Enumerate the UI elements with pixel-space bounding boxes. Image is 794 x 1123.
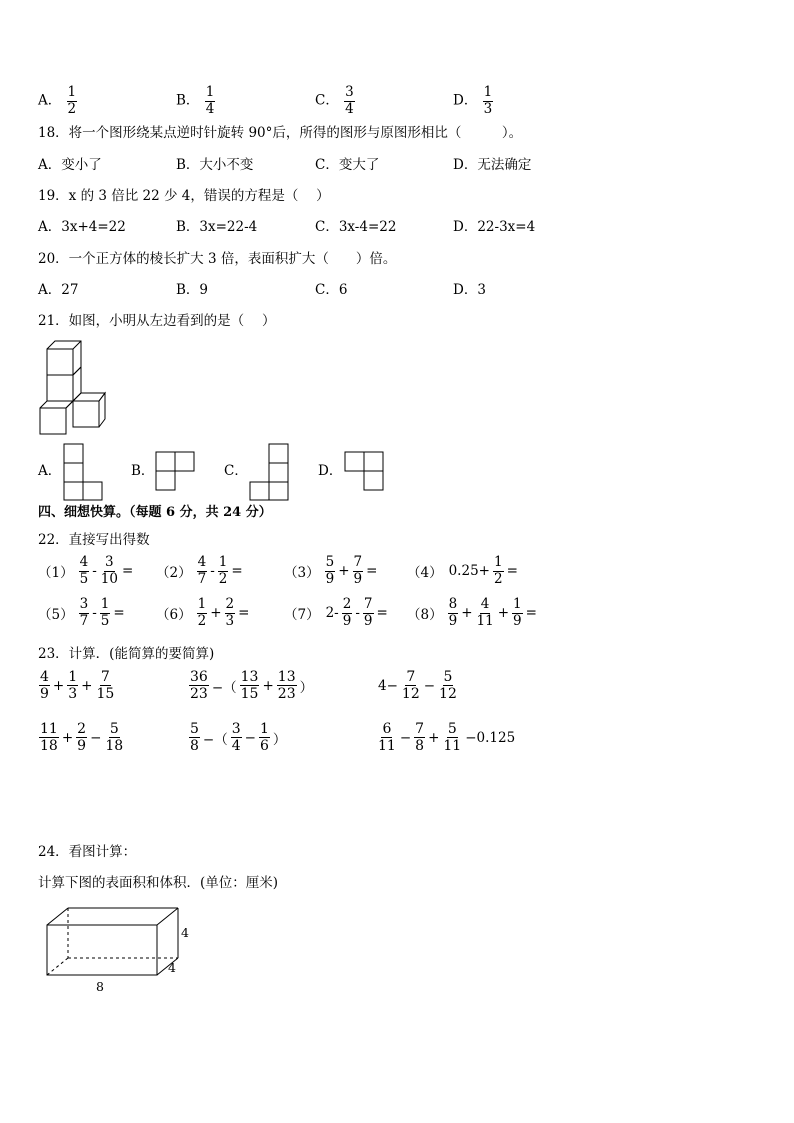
option-label: B． [176, 92, 200, 109]
operator: + [428, 729, 440, 746]
item-index: （8） [407, 607, 443, 623]
fraction [448, 598, 459, 628]
denominator: 3 [225, 612, 235, 629]
denominator: 5 [100, 612, 110, 629]
denominator: 15 [96, 686, 115, 702]
operator: = [366, 563, 378, 579]
denominator: 9 [40, 686, 49, 702]
fraction [512, 598, 523, 628]
denominator: 9 [363, 612, 373, 629]
option-label: A． [38, 92, 62, 109]
denominator: 9 [342, 612, 352, 629]
numerator: 36 [190, 669, 208, 685]
fraction [476, 598, 495, 628]
fraction [39, 722, 59, 753]
denominator: 2 [493, 570, 503, 587]
numerator: 7 [415, 721, 425, 737]
numerator: 11 [40, 721, 58, 737]
q21-option-b-label: B． [131, 463, 155, 479]
operator: - [92, 605, 97, 621]
numerator: 6 [382, 721, 392, 737]
cube-stack-figure [38, 340, 110, 436]
operator: + [81, 677, 93, 694]
numerator: 7 [406, 669, 416, 685]
operator: −0.125 [465, 729, 516, 746]
q19-option-a: A．3x+4=22 [38, 219, 126, 235]
q21-option-b-view [155, 451, 197, 491]
q18-option-a: A．变小了 [38, 157, 102, 173]
operator: −（ [202, 731, 228, 748]
fraction [39, 670, 50, 701]
denominator: 12 [439, 686, 457, 702]
q23-item [188, 722, 288, 753]
q23-item [38, 722, 125, 753]
denominator: 2 [197, 612, 207, 629]
fraction [377, 722, 397, 753]
denominator: 4 [345, 100, 354, 117]
operator: 0.25+ [448, 563, 490, 579]
numerator: 4 [480, 596, 490, 612]
operator: − [244, 729, 256, 746]
denominator: 9 [448, 612, 458, 629]
cuboid-figure [44, 905, 204, 995]
operator: + [461, 605, 473, 621]
denominator: 6 [259, 738, 269, 754]
q19-option-d: D．22-3x=4 [453, 219, 536, 235]
numerator: 7 [363, 596, 373, 612]
q19-stem: 19．x 的 3 倍比 22 少 4，错误的方程是（ ） [38, 188, 330, 204]
q23-item [38, 670, 116, 701]
numerator: 1 [205, 84, 215, 100]
numerator: 8 [448, 596, 458, 612]
q22-item [38, 556, 135, 586]
fraction [325, 556, 336, 586]
numerator: 7 [100, 669, 110, 685]
fraction [353, 556, 364, 586]
q21-stem: 21．如图，小明从左边看到的是（ ） [38, 313, 276, 329]
q20-option-b: B．9 [176, 282, 209, 298]
option-label: C． [315, 92, 339, 109]
numerator: 1 [483, 84, 493, 100]
q18-stem: 18．将一个图形绕某点逆时针旋转 90°后，所得的图形与原图形相比（ ）。 [38, 125, 523, 141]
numerator: 5 [325, 554, 335, 570]
operator: ） [299, 679, 314, 696]
length-label: 8 [96, 979, 104, 994]
denominator: 4 [205, 100, 215, 117]
q21-option-c-label: C． [224, 463, 248, 479]
fraction [189, 722, 200, 753]
operator: + [338, 563, 350, 579]
operator: −（ [211, 679, 237, 696]
denominator: 8 [190, 738, 199, 754]
item-index: （1） [38, 565, 74, 581]
q21-option-a-label: A． [38, 463, 62, 479]
fraction [259, 722, 270, 753]
q20-option-d: D．3 [453, 282, 486, 298]
q17-option-b [176, 86, 216, 116]
fraction [401, 670, 421, 701]
q23-item [376, 722, 517, 753]
denominator: 9 [513, 612, 522, 629]
q22-item [284, 598, 390, 628]
fraction [442, 722, 462, 753]
item-index: （3） [284, 565, 320, 581]
q22-item [156, 598, 251, 628]
item-index: （2） [156, 565, 192, 581]
denominator: 7 [197, 570, 207, 587]
numerator: 2 [342, 596, 352, 612]
operator: + [262, 677, 274, 694]
numerator: 5 [109, 721, 119, 737]
q23-item [188, 670, 315, 701]
option-label: D． [453, 92, 478, 109]
numerator: 1 [259, 721, 269, 737]
numerator: 5 [447, 721, 457, 737]
numerator: 2 [225, 596, 235, 612]
fraction [67, 670, 78, 701]
denominator: 23 [277, 686, 296, 702]
numerator: 1 [100, 596, 110, 612]
item-index: （5） [38, 607, 74, 623]
numerator: 13 [277, 669, 296, 685]
q21-option-c-view [249, 443, 291, 501]
q20-stem: 20．一个正方体的棱长扩大 3 倍，表面积扩大（ ）倍。 [38, 251, 397, 267]
denominator: 12 [401, 686, 420, 702]
numerator: 3 [105, 554, 114, 570]
operator: = [376, 605, 388, 621]
operator: = [525, 605, 537, 621]
numerator: 1 [197, 596, 207, 612]
operator: - [355, 605, 360, 621]
fraction [189, 670, 209, 701]
q18-option-b: B．大小不变 [176, 157, 254, 173]
denominator: 3 [483, 100, 493, 117]
fraction [100, 556, 119, 586]
height-label: 4 [181, 925, 189, 940]
numerator: 7 [353, 554, 363, 570]
operator: 4− [378, 677, 398, 694]
fraction [225, 598, 236, 628]
numerator: 5 [190, 721, 199, 737]
denominator: 5 [79, 570, 89, 587]
denominator: 9 [353, 570, 363, 587]
denominator: 18 [40, 738, 58, 754]
q23-item [376, 670, 459, 701]
operator: − [423, 677, 436, 694]
q18-option-c: C．变大了 [315, 157, 380, 173]
width-label: 4 [168, 960, 176, 975]
fraction [240, 670, 260, 701]
numerator: 1 [67, 84, 77, 100]
numerator: 1 [218, 554, 228, 570]
operator: + [497, 605, 509, 621]
denominator: 11 [476, 612, 494, 629]
operator: = [121, 563, 134, 579]
q21-option-a-view [63, 443, 105, 501]
denominator: 4 [231, 738, 241, 754]
numerator: 3 [231, 721, 241, 737]
operator: = [113, 605, 125, 621]
denominator: 9 [325, 570, 335, 587]
operator: − [90, 729, 102, 746]
operator: 2- [325, 605, 339, 621]
q19-option-b: B．3x=22-4 [176, 219, 258, 235]
numerator: 4 [79, 554, 89, 570]
fraction [100, 598, 111, 628]
numerator: 2 [77, 721, 87, 737]
denominator: 11 [443, 738, 462, 754]
numerator: 13 [240, 669, 259, 685]
fraction [79, 556, 90, 586]
denominator: 2 [218, 570, 228, 587]
numerator: 1 [493, 554, 503, 570]
fraction [104, 722, 124, 753]
fraction [277, 670, 297, 701]
item-index: （6） [156, 607, 192, 623]
q20-option-a: A．27 [38, 282, 79, 298]
operator: = [506, 563, 518, 579]
denominator: 18 [105, 738, 124, 754]
q22-item [156, 556, 245, 586]
operator: ） [272, 731, 287, 748]
q21-option-d-view [344, 451, 386, 491]
numerator: 1 [68, 669, 78, 685]
q22-item [284, 556, 379, 586]
denominator: 9 [77, 738, 87, 754]
fraction [197, 556, 208, 586]
denominator: 23 [190, 686, 208, 702]
operator: − [399, 729, 412, 746]
fraction [438, 670, 458, 701]
fraction [493, 556, 504, 586]
q22-item [38, 598, 127, 628]
fraction [231, 722, 242, 753]
q19-option-c: C．3x-4=22 [315, 219, 397, 235]
q17-option-a [38, 86, 78, 116]
fraction [197, 598, 208, 628]
denominator: 3 [68, 686, 78, 702]
fraction [76, 722, 87, 753]
q22-item [407, 598, 539, 628]
operator: + [210, 605, 222, 621]
denominator: 2 [67, 100, 77, 117]
fraction [363, 598, 374, 628]
q23-stem: 23．计算．(能简算的要简算) [38, 646, 215, 662]
operator: = [238, 605, 250, 621]
fraction [218, 556, 229, 586]
operator: + [52, 677, 65, 694]
q20-option-c: C．6 [315, 282, 348, 298]
q24-sub: 计算下图的表面积和体积．(单位：厘米) [38, 875, 279, 891]
operator: - [92, 563, 97, 579]
numerator: 3 [345, 84, 354, 100]
fraction [79, 598, 90, 628]
operator: - [210, 563, 215, 579]
operator: = [231, 563, 243, 579]
numerator: 5 [443, 669, 453, 685]
q17-option-c [315, 86, 356, 116]
q17-option-d [453, 86, 494, 116]
denominator: 7 [79, 612, 89, 629]
q24-stem: 24．看图计算： [38, 844, 137, 860]
denominator: 8 [415, 738, 425, 754]
denominator: 11 [378, 738, 396, 754]
operator: + [61, 729, 74, 746]
q21-option-d-label: D． [318, 463, 343, 479]
fraction [342, 598, 353, 628]
fraction [414, 722, 425, 753]
q18-option-d: D．无法确定 [453, 157, 532, 173]
item-index: （7） [284, 607, 320, 623]
fraction [95, 670, 115, 701]
numerator: 3 [79, 596, 89, 612]
q22-item [407, 556, 520, 586]
q22-stem: 22．直接写出得数 [38, 532, 150, 548]
section-heading: 四、细想快算。（每题 6 分，共 24 分） [38, 505, 272, 520]
denominator: 10 [100, 570, 118, 587]
item-index: （4） [407, 565, 443, 581]
numerator: 1 [513, 596, 522, 612]
numerator: 4 [40, 669, 49, 685]
denominator: 15 [240, 686, 259, 702]
numerator: 4 [197, 554, 207, 570]
